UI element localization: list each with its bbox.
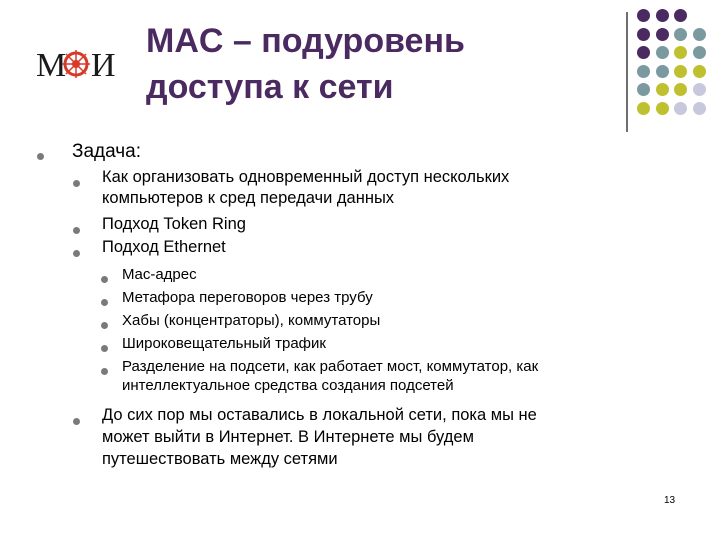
ethernet-item-5-line-2: интеллектуальное средства создания подсетей bbox=[122, 377, 454, 394]
final-item-line-1: До сих пор мы оставались в локальной сети, пока мы не bbox=[102, 406, 537, 424]
page-number: 13 bbox=[664, 495, 676, 506]
ethernet-item-5-line-1: Разделение на подсети, как работает мост, коммутатор, как bbox=[122, 358, 539, 375]
bullet-dot-icon bbox=[37, 153, 44, 160]
bullet-dot-icon bbox=[73, 250, 80, 257]
bullet-dot-icon bbox=[101, 276, 108, 283]
task-label: Задача: bbox=[72, 141, 142, 162]
slide-title-line-1: MAC – подуровень bbox=[146, 22, 465, 60]
subitem-2: Подход Token Ring bbox=[102, 215, 246, 233]
final-item-line-3: путешествовать между сетями bbox=[102, 450, 338, 468]
bullet-dot-icon bbox=[101, 368, 108, 375]
subitem-3: Подход Ethernet bbox=[102, 238, 226, 256]
bullet-dot-icon bbox=[101, 345, 108, 352]
ethernet-item-1: Mac-адрес bbox=[122, 266, 197, 283]
logo-letter-left: М bbox=[36, 47, 67, 84]
slide-title-line-2: доступа к сети bbox=[146, 68, 394, 106]
subitem-1-line-1: Как организовать одновременный доступ нескольких bbox=[102, 168, 510, 186]
final-item-line-2: может выйти в Интернет. В Интернете мы будем bbox=[102, 428, 474, 446]
ethernet-item-3: Хабы (концентраторы), коммутаторы bbox=[122, 312, 381, 329]
bullet-dot-icon bbox=[73, 180, 80, 187]
logo-letter-right: И bbox=[91, 47, 116, 84]
bullet-dot-icon bbox=[73, 418, 80, 425]
subitem-1-line-2: компьютеров к сред передачи данных bbox=[102, 189, 395, 207]
bullet-dot-icon bbox=[101, 299, 108, 306]
bullet-dot-icon bbox=[101, 322, 108, 329]
ethernet-item-2: Метафора переговоров через трубу bbox=[122, 289, 373, 306]
ethernet-item-4: Широковещательный трафик bbox=[122, 335, 326, 352]
bullet-dot-icon bbox=[73, 227, 80, 234]
